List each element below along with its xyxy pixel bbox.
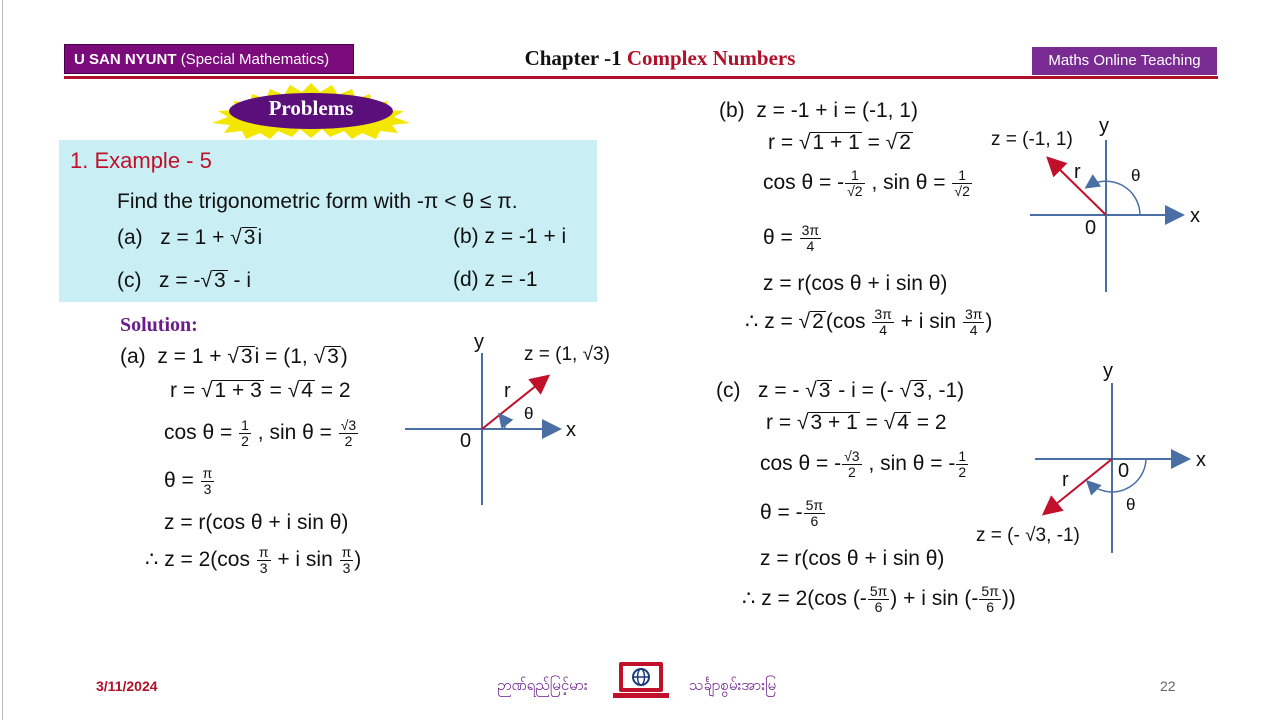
- sol-b-line3: cos θ = - $\frac{1}{√2}$ , sin θ = $\frac{1}{√2}$: [763, 167, 970, 199]
- point-label: z = (-1, 1): [991, 129, 1073, 150]
- part-a-text: z = 1 +: [160, 226, 231, 249]
- sol-c-line3: cos θ = - $\frac{√3}{2}$ , sin θ = - $\frac{1}{2}$: [760, 448, 967, 480]
- diagram-b: [985, 112, 1210, 297]
- sol-c-line5: z = r(cos θ + i sin θ): [760, 547, 945, 570]
- x-label: x: [1196, 449, 1206, 471]
- part-a-label: (a): [117, 226, 143, 249]
- y-label: y: [474, 331, 484, 353]
- chapter-name: Complex Numbers: [626, 46, 796, 70]
- footer-slogan-left: ဉာဏ်ရည်မြင့်မား: [497, 677, 588, 694]
- channel-badge: Maths Online Teaching: [1032, 47, 1217, 75]
- x-label: x: [566, 419, 576, 441]
- sol-b-line5: z = r(cos θ + i sin θ): [763, 272, 948, 295]
- x-label: x: [1190, 205, 1200, 227]
- theta-label: θ: [524, 404, 534, 423]
- example-part-b: (b) z = -1 + i: [453, 225, 567, 248]
- sol-a-line2: r = √1 + 3 = √4 = 2: [170, 379, 351, 402]
- sol-a-line4: θ = $\frac{\pi}{3}$: [164, 465, 213, 497]
- origin-label: 0: [460, 430, 472, 452]
- solution-label: Solution:: [120, 314, 198, 336]
- diagram-a: [400, 325, 610, 510]
- angle-arc: [500, 415, 505, 429]
- author-name: U SAN NYUNT: [74, 51, 177, 68]
- sol-b-line1: (b) z = -1 + i = (-1, 1): [719, 99, 918, 122]
- angle-arc: [1088, 459, 1146, 492]
- sol-c-line2: r = √3 + 1 = √4 = 2: [766, 411, 947, 434]
- point-label: z = (1, √3): [524, 344, 610, 365]
- point-label: z = (- √3, -1): [976, 525, 1080, 546]
- sol-a-line5: z = r(cos θ + i sin θ): [164, 511, 349, 534]
- r-label: r: [1062, 469, 1069, 491]
- left-border: [2, 0, 3, 720]
- page-number: 22: [1160, 678, 1176, 694]
- sol-b-line6: ∴ z = √2(cos $\frac{3\pi}{4}$ + i sin $\frac{3\pi}{4}$ ): [745, 306, 993, 338]
- example-title: 1. Example - 5: [70, 148, 212, 173]
- author-badge: [64, 44, 354, 74]
- sol-a-line3: cos θ = $\frac{1}{2}$ , sin θ = $\frac{√3}{2}$: [164, 417, 357, 449]
- part-c-text: z = -: [159, 269, 201, 292]
- vector-r: [482, 377, 547, 429]
- header-divider: [64, 76, 1218, 79]
- sol-b-line4: θ = $\frac{3\pi}{4}$: [763, 222, 820, 254]
- diagram-c: [970, 355, 1215, 555]
- theta-label: θ: [1126, 495, 1136, 514]
- example-part-d: (d) z = -1: [453, 268, 538, 291]
- footer-slogan-right: သင်္ချာစွမ်းအားမြ: [689, 677, 777, 694]
- sol-b-line2: r = √1 + 1 = √2: [768, 131, 911, 154]
- origin-label: 0: [1085, 217, 1097, 239]
- theta-label: θ: [1131, 166, 1141, 185]
- author-subject: (Special Mathematics): [180, 51, 330, 68]
- origin-label: 0: [1118, 460, 1130, 482]
- chapter-number: Chapter -1: [524, 46, 627, 70]
- y-label: y: [1099, 115, 1109, 137]
- r-label: r: [1074, 161, 1081, 183]
- sol-a-line6: ∴ z = 2(cos $\frac{\pi}{3}$ + i sin $\frac{\pi}{3}$ ): [145, 544, 362, 576]
- vector-r: [1045, 459, 1112, 513]
- r-label: r: [504, 380, 511, 402]
- angle-arc: [1087, 181, 1140, 215]
- sol-c-line6: ∴ z = 2(cos (- $\frac{5\pi}{6}$ ) + i sin (- $\frac{5\pi}{6}$ )): [742, 583, 1016, 615]
- sol-c-line1: (c) z = - √3 - i = (- √3, -1): [716, 379, 965, 402]
- footer-date: 3/11/2024: [96, 678, 158, 694]
- part-c-label: (c): [117, 269, 142, 292]
- example-instruction: Find the trigonometric form with -π < θ ≤ π.: [117, 190, 518, 213]
- chapter-title: [360, 46, 960, 71]
- example-part-a: (a) z = 1 + √3i: [117, 226, 263, 249]
- problems-label: Problems: [268, 96, 354, 120]
- laptop-globe-icon: [611, 660, 671, 702]
- y-label: y: [1103, 360, 1113, 382]
- sol-c-line4: θ = - $\frac{5\pi}{6}$: [760, 497, 824, 529]
- sol-a-line1: (a) z = 1 + √3i = (1, √3): [120, 345, 348, 368]
- example-part-c: (c) z = -√3 - i: [117, 269, 251, 292]
